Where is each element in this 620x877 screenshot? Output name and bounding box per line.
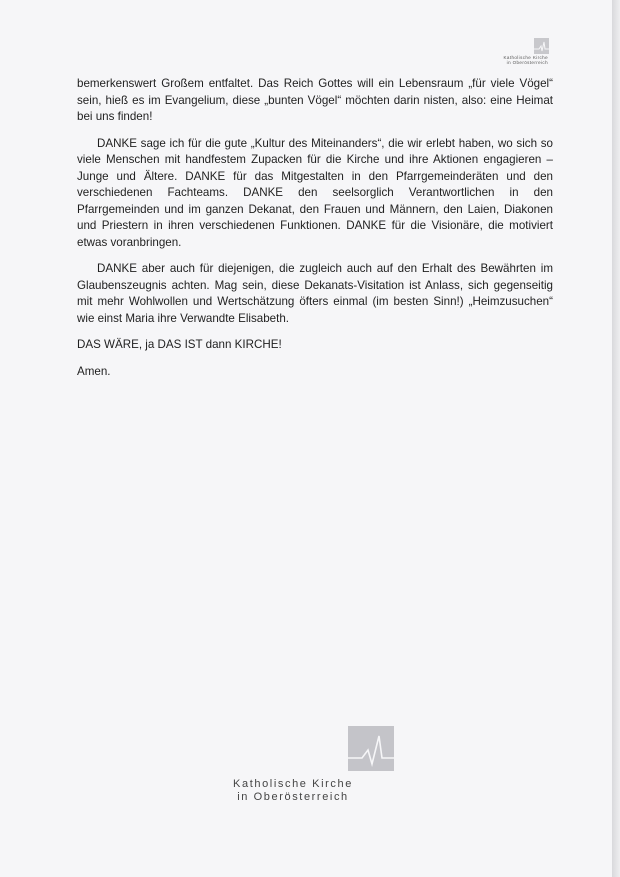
header-org-line2: in Oberösterreich xyxy=(506,60,548,65)
paragraph: DANKE aber auch für diejenigen, die zugleich auch auf den Erhalt des Bewährten im Glaubenszeugnis achten. Mag sein, diese Dekanats-Visitation ist Anlass, sich gegenseitig mit mehr Wohlwollen und Wertschätzung öfters einmal (im besten Sinn!) „Heimzusuchen“ wie einst Maria ihre Verwandte Elisabeth. xyxy=(77,262,553,325)
footer-org-name xyxy=(213,778,373,804)
page-edge xyxy=(612,0,620,877)
header-org-name xyxy=(482,55,548,65)
church-pulse-logo-icon xyxy=(348,726,394,771)
paragraph: bemerkenswert Großem entfaltet. Das Reich Gottes will ein Lebensraum „für viele Vögel“ sein, hieß es im Evangelium, diese „bunten Vögel“ möchten darin nisten, also: eine Heimat bei uns finden! xyxy=(77,77,553,123)
amen-line: Amen. xyxy=(77,364,111,378)
church-pulse-logo-icon xyxy=(534,38,549,54)
letter-body xyxy=(77,76,553,390)
header-logo xyxy=(482,38,552,70)
footer-org-line2: in Oberösterreich xyxy=(237,791,349,803)
closing-exclamation: DAS WÄRE, ja DAS IST dann KIRCHE! xyxy=(77,338,282,351)
footer-logo xyxy=(205,726,405,806)
footer-org-line1: Katholische Kirche xyxy=(233,778,353,790)
header-org-line1: Katholische Kirche xyxy=(503,55,548,60)
paragraph: DANKE sage ich für die gute „Kultur des Miteinanders“, die wir erlebt haben, wo sich so viele Menschen mit handfestem Zupacken für die Kirche und ihre Aktionen engagieren – Junge und Ältere. DANKE für das Mitgestalten in den Pfarrgemeinderäten und den verschiedenen Fachteams. DANKE den seelsorglich Verantwortlichen in den Pfarrgemeinden und im ganzen Dekanat, den Frauen und Männern, den Laien, Diakonen und Priestern in ihren verschiedenen Funktionen. DANKE für die Visionäre, die motiviert etwas voranbringen. xyxy=(77,136,553,249)
